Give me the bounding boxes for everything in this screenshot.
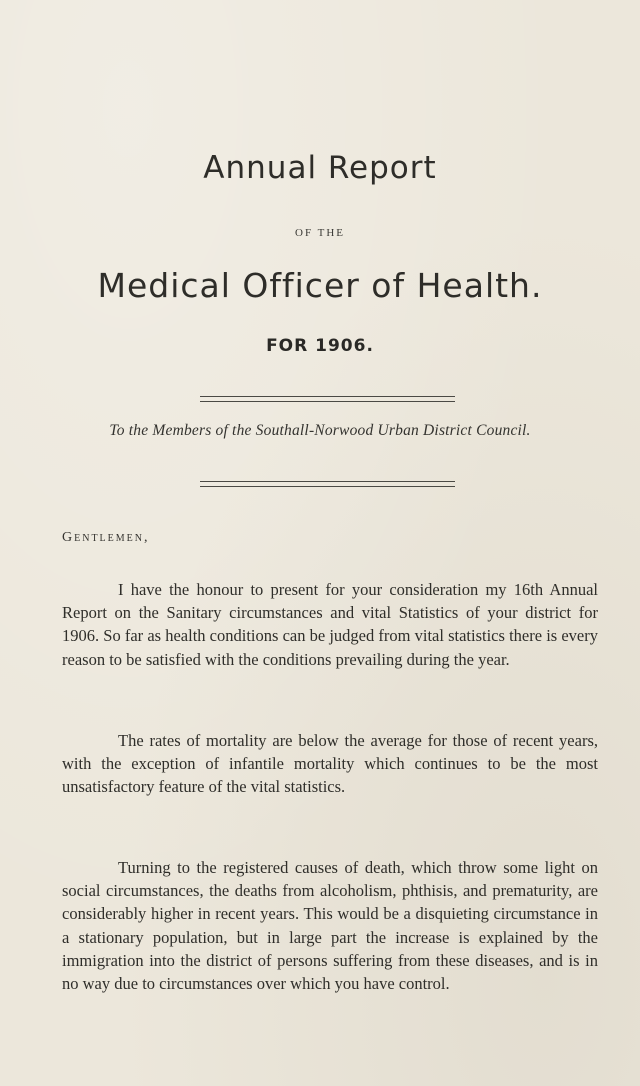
report-title: Annual Report (203, 150, 437, 186)
report-subtitle: Medical Officer of Health. (97, 266, 543, 305)
addressee-line: To the Members of the Southall-Norwood Urban District Council. (109, 422, 531, 439)
of-the-label: OF THE (295, 227, 345, 239)
paragraph-1: I have the honour to present for your consideration my 16th Annual Report on the Sanitary circumstances and vital Statistics of your district for 1906. So far as health conditions can be judged from vital statistics there is every reason to be satisfied with the conditions prevailing during the year. (62, 580, 598, 669)
double-rule-top (200, 396, 455, 402)
salutation: Gentlemen, (62, 530, 150, 545)
double-rule-bottom (200, 481, 455, 487)
report-year: FOR 1906. (266, 336, 374, 356)
paragraph-3: Turning to the registered causes of death, which throw some light on social circumstances, the deaths from alcoholism, phthisis, and prematurity, are considerably higher in recent years. This would be a disquieting circumstance in a stationary population, but in large part the increase is explained by the immigration into the district of persons suffering from these diseases, and is in no way due to circumstances over which you have control. (62, 858, 598, 994)
paragraph-2: The rates of mortality are below the average for those of recent years, with the exception of infantile mortality which continues to be the most unsatisfactory feature of the vital statistics. (62, 731, 598, 797)
